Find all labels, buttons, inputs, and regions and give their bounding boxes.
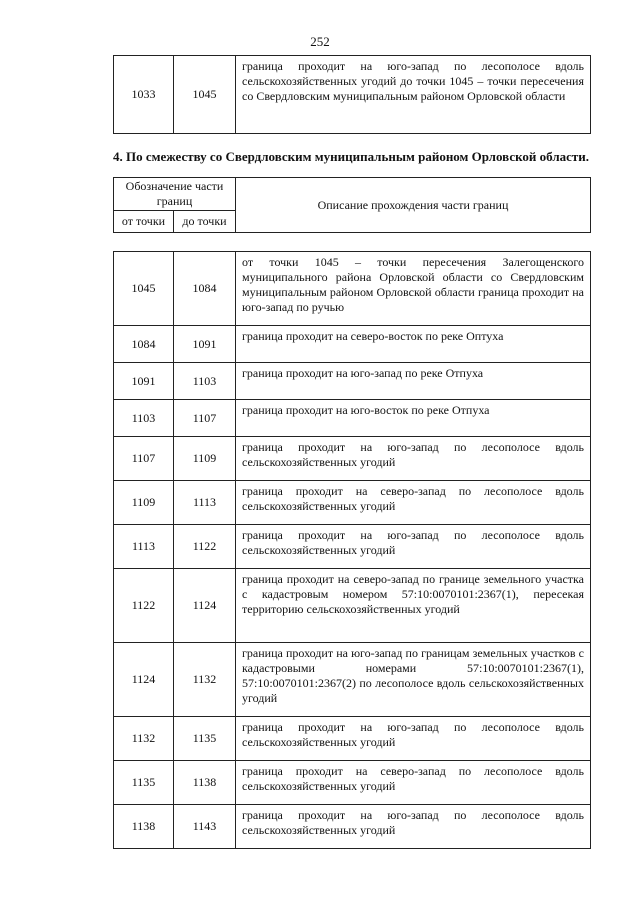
table-row: [114, 569, 591, 643]
description-cell: граница проходит на северо-запад по лесополосе вдоль сельскохозяйственных угодий: [236, 481, 591, 525]
continued-table: [113, 55, 591, 134]
from-point-cell: 1045: [114, 252, 174, 326]
to-point-cell: 1132: [174, 643, 236, 717]
designation-header: Обозначение части границ: [114, 178, 236, 211]
to-point-cell: 1113: [174, 481, 236, 525]
to-point-cell: 1124: [174, 569, 236, 643]
table-row: [114, 643, 591, 717]
section-heading: 4. По смежеству со Свердловским муниципальным районом Орловской области.: [113, 149, 590, 164]
to-point-cell: 1084: [174, 252, 236, 326]
boundary-table-header: [113, 177, 591, 233]
table-row: [114, 437, 591, 481]
to-point-header: до точки: [174, 211, 236, 233]
from-point-cell: 1103: [114, 400, 174, 437]
description-cell: граница проходит на юго-восток по реке Отпуха: [236, 400, 591, 437]
to-point-cell: 1122: [174, 525, 236, 569]
to-point-cell: 1107: [174, 400, 236, 437]
table-row: [114, 363, 591, 400]
from-point-cell: 1084: [114, 326, 174, 363]
from-point-cell: 1122: [114, 569, 174, 643]
from-point-header: от точки: [114, 211, 174, 233]
table-row: [114, 252, 591, 326]
to-point-cell: 1138: [174, 761, 236, 805]
description-cell: граница проходит на юго-запад по границам земельных участков с кадастровыми номерами 57:10:0070101:2367(1), 57:10:0070101:2367(2) по лесополосе вдоль сельскохозяйственных угодий: [236, 643, 591, 717]
page-number: 252: [310, 34, 330, 49]
to-point-cell: 1135: [174, 717, 236, 761]
description-cell: граница проходит на северо-запад по лесополосе вдоль сельскохозяйственных угодий: [236, 761, 591, 805]
description-cell: граница проходит на юго-запад по лесополосе вдоль сельскохозяйственных угодий: [236, 437, 591, 481]
to-point-cell: 1143: [174, 805, 236, 849]
to-point-cell: 1103: [174, 363, 236, 400]
description-cell: граница проходит на северо-запад по границе земельного участка с кадастровым номером 57:10:0070101:2367(1), пересекая территорию сельскохозяйственных угодий: [236, 569, 591, 643]
to-point-cell: 1045: [174, 56, 236, 134]
from-point-cell: 1107: [114, 437, 174, 481]
table-row: [114, 525, 591, 569]
table-row: [114, 805, 591, 849]
description-cell: граница проходит на юго-запад по реке Отпуха: [236, 363, 591, 400]
to-point-cell: 1109: [174, 437, 236, 481]
description-cell: граница проходит на юго-запад по лесополосе вдоль сельскохозяйственных угодий до точки 1045 – точки пересечения со Свердловским муниципальным районом Орловской области: [236, 56, 591, 134]
table-row: [114, 761, 591, 805]
from-point-cell: 1113: [114, 525, 174, 569]
from-point-cell: 1109: [114, 481, 174, 525]
from-point-cell: 1124: [114, 643, 174, 717]
table-row: [114, 481, 591, 525]
from-point-cell: 1138: [114, 805, 174, 849]
description-header: Описание прохождения части границ: [236, 178, 591, 233]
table-row: [114, 717, 591, 761]
to-point-cell: 1091: [174, 326, 236, 363]
description-cell: граница проходит на юго-запад по лесополосе вдоль сельскохозяйственных угодий: [236, 717, 591, 761]
from-point-cell: 1132: [114, 717, 174, 761]
from-point-cell: 1135: [114, 761, 174, 805]
description-cell: от точки 1045 – точки пересечения Залегощенского муниципального района Орловской области со Свердловским муниципальным районом Орловской области граница проходит на юго-запад по ручью: [236, 252, 591, 326]
table-row: [114, 326, 591, 363]
description-cell: граница проходит на юго-запад по лесополосе вдоль сельскохозяйственных угодий: [236, 805, 591, 849]
from-point-cell: 1033: [114, 56, 174, 134]
table-row: [114, 400, 591, 437]
boundary-table: [113, 251, 591, 849]
description-cell: граница проходит на северо-восток по реке Оптуха: [236, 326, 591, 363]
table-row: [114, 56, 591, 134]
description-cell: граница проходит на юго-запад по лесополосе вдоль сельскохозяйственных угодий: [236, 525, 591, 569]
from-point-cell: 1091: [114, 363, 174, 400]
